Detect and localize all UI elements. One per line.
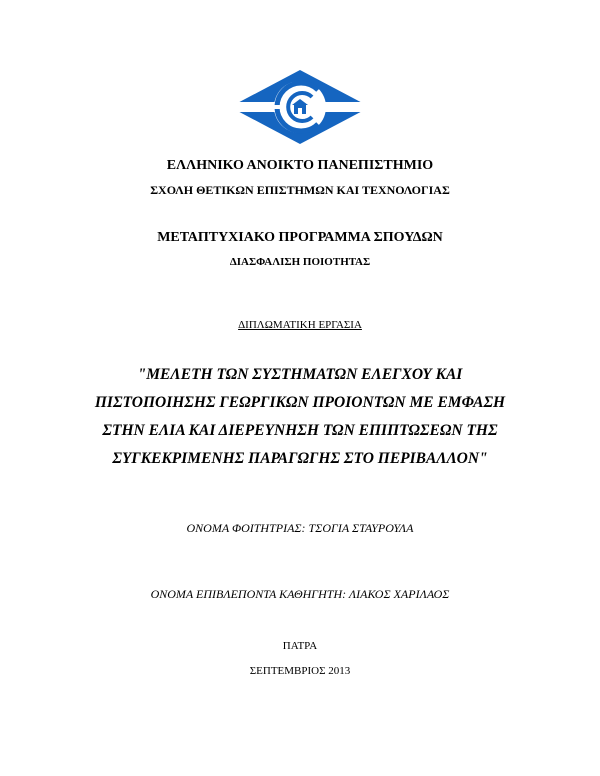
- city: ΠΑΤΡΑ: [282, 640, 318, 652]
- student-name: ΟΝΟΜΑ ΦΟΙΤΗΤΡΙΑΣ: ΤΣΟΓΙΑ ΣΤΑΥΡΟΥΛΑ: [186, 521, 414, 535]
- university-name: ΕΛΛΗΝΙΚΟ ΑΝΟΙΚΤΟ ΠΑΝΕΠΙΣΤΗΜΙΟ: [166, 158, 434, 173]
- thesis-title-line-1: "ΜΕΛΕΤΗ ΤΩΝ ΣΥΣΤΗΜΑΤΩΝ ΕΛΕΓΧΟΥ ΚΑΙ: [137, 366, 463, 383]
- date: ΣΕΠΤΕΜΒΡΙΟΣ 2013: [249, 665, 351, 677]
- thesis-title-line-4: ΣΥΓΚΕΚΡΙΜΕΝΗΣ ΠΑΡΑΓΩΓΗΣ ΣΤΟ ΠΕΡΙΒΑΛΛΟΝ": [112, 450, 488, 467]
- supervisor-name: ΟΝΟΜΑ ΕΠΙΒΛΕΠΟΝΤΑ ΚΑΘΗΓΗΤΗ: ΛΙΑΚΟΣ ΧΑΡΙΛΑΟΣ: [150, 587, 450, 601]
- university-logo-icon: [228, 68, 372, 146]
- thesis-title-line-2: ΠΙΣΤΟΠΟΙΗΣΗΣ ΓΕΩΡΓΙΚΩΝ ΠΡΟΙΟΝΤΩΝ ΜΕ ΕΜΦΑΣΗ: [94, 394, 506, 411]
- document-type: ΔΙΠΛΩΜΑΤΙΚΗ ΕΡΓΑΣΙΑ: [238, 319, 362, 331]
- thesis-title-line-3: ΣΤΗΝ ΕΛΙΑ ΚΑΙ ΔΙΕΡΕΥΝΗΣΗ ΤΩΝ ΕΠΙΠΤΩΣΕΩΝ ΤΗΣ: [102, 422, 498, 439]
- program-name: ΜΕΤΑΠΤΥΧΙΑΚΟ ΠΡΟΓΡΑΜΜΑ ΣΠΟΥΔΩΝ: [157, 230, 443, 245]
- program-specialization: ΔΙΑΣΦΑΛΙΣΗ ΠΟΙΟΤΗΤΑΣ: [229, 256, 371, 268]
- school-name: ΣΧΟΛΗ ΘΕΤΙΚΩΝ ΕΠΙΣΤΗΜΩΝ ΚΑΙ ΤΕΧΝΟΛΟΓΙΑΣ: [150, 183, 450, 197]
